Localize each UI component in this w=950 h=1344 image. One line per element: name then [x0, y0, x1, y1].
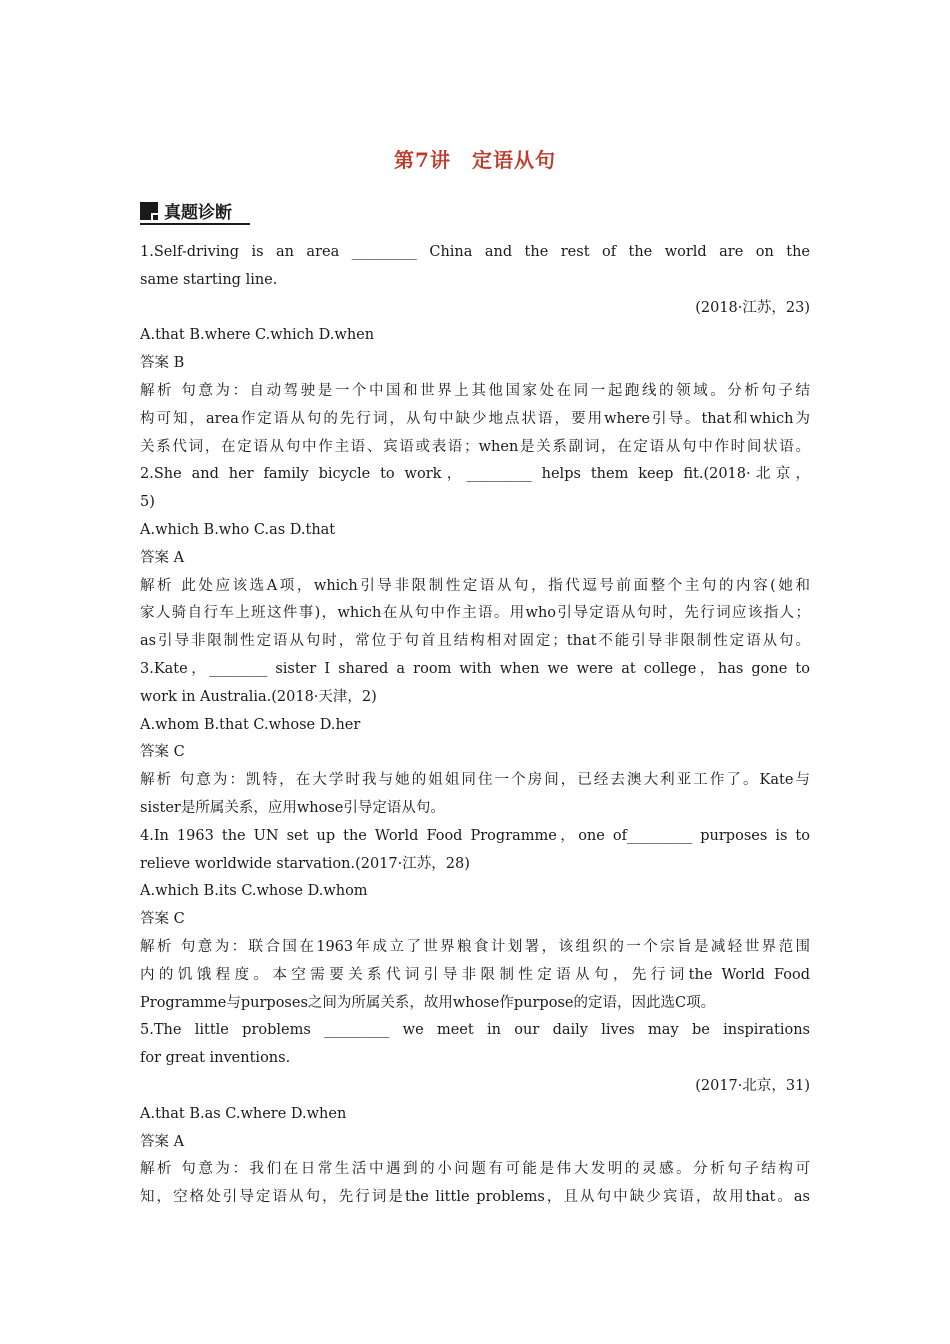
document-body — [140, 239, 810, 1212]
text-line: A.that B.as C.where D.when — [140, 1105, 347, 1122]
text-line: 答案 A — [140, 1133, 185, 1150]
text-line: for great inventions. — [140, 1050, 291, 1067]
text-line: 2.She and her family bicycle to work，_________ helps them keep fit.(2018·北京， — [140, 466, 810, 483]
text-line: work in Australia.(2018·天津，2) — [140, 688, 377, 705]
text-line: sister是所属关系，应用whose引导定语从句。 — [140, 799, 445, 816]
text-line: 解析 句意为：凯特，在大学时我与她的姐姐同住一个房间，已经去澳大利亚工作了。Kate与 — [140, 772, 810, 789]
text-line: A.whom B.that C.whose D.her — [140, 716, 361, 733]
text-line: 4.In 1963 the UN set up the World Food Programme，one of_________ purposes is to — [140, 827, 810, 844]
text-line: (2017·北京，31) — [695, 1077, 810, 1094]
text-line: as引导非限制性定语从句时，常位于句首且结构相对固定；that不能引导非限制性定语从句。 — [140, 633, 810, 650]
section-header — [140, 198, 232, 223]
text-line: 解析 句意为：联合国在1963年成立了世界粮食计划署，该组织的一个宗旨是减轻世界范围 — [140, 938, 810, 955]
text-line: 5.The little problems _________ we meet in our daily lives may be inspirations — [140, 1022, 810, 1039]
text-line: 关系代词，在定语从句中作主语、宾语或表语；when是关系副词，在定语从句中作时间状语。 — [140, 438, 810, 455]
section-underline — [140, 223, 250, 225]
section-marker-icon — [140, 202, 158, 220]
text-line: 家人骑自行车上班这件事)，which在从句中作主语。用who引导定语从句时，先行词应该指人； — [140, 605, 810, 622]
text-line: 答案 B — [140, 355, 185, 372]
text-line: 答案 A — [140, 549, 185, 566]
text-line: 3.Kate，________ sister I shared a room with when we were at college，has gone to — [140, 660, 810, 677]
text-line: 解析 此处应该选A项，which引导非限制性定语从句，指代逗号前面整个主句的内容(她和 — [140, 577, 810, 594]
text-line: 5) — [140, 494, 155, 511]
text-line: 解析 句意为：我们在日常生活中遇到的小问题有可能是伟大发明的灵感。分析句子结构可 — [140, 1161, 810, 1178]
text-line: same starting line. — [140, 271, 278, 288]
text-line: 答案 C — [140, 744, 185, 761]
text-line: Programme与purposes之间为所属关系，故用whose作purpose的定语，因此选C项。 — [140, 994, 716, 1011]
text-line: (2018·江苏，23) — [695, 299, 810, 316]
text-line: A.which B.who C.as D.that — [140, 521, 336, 538]
text-line: A.which B.its C.whose D.whom — [140, 883, 368, 900]
text-line: 1.Self-driving is an area _________ China and the rest of the world are on the — [140, 244, 810, 260]
text-line: 内的饥饿程度。本空需要关系代词引导非限制性定语从句，先行词the World Food — [140, 966, 810, 983]
text-line: 答案 C — [140, 911, 185, 928]
text-line: 解析 句意为：自动驾驶是一个中国和世界上其他国家处在同一起跑线的领域。分析句子结 — [140, 382, 810, 399]
text-line: 构可知，area作定语从句的先行词，从句中缺少地点状语，要用where引导。that和which为 — [140, 410, 810, 427]
section-title: 真题诊断 — [164, 203, 232, 223]
text-line: relieve worldwide starvation.(2017·江苏，28) — [140, 855, 470, 872]
page-title: 第7讲 定语从句 — [394, 148, 556, 172]
text-line: 知，空格处引导定语从句，先行词是the little problems，且从句中缺少宾语，故用that。as — [140, 1189, 810, 1206]
text-line: A.that B.where C.which D.when — [140, 327, 375, 344]
